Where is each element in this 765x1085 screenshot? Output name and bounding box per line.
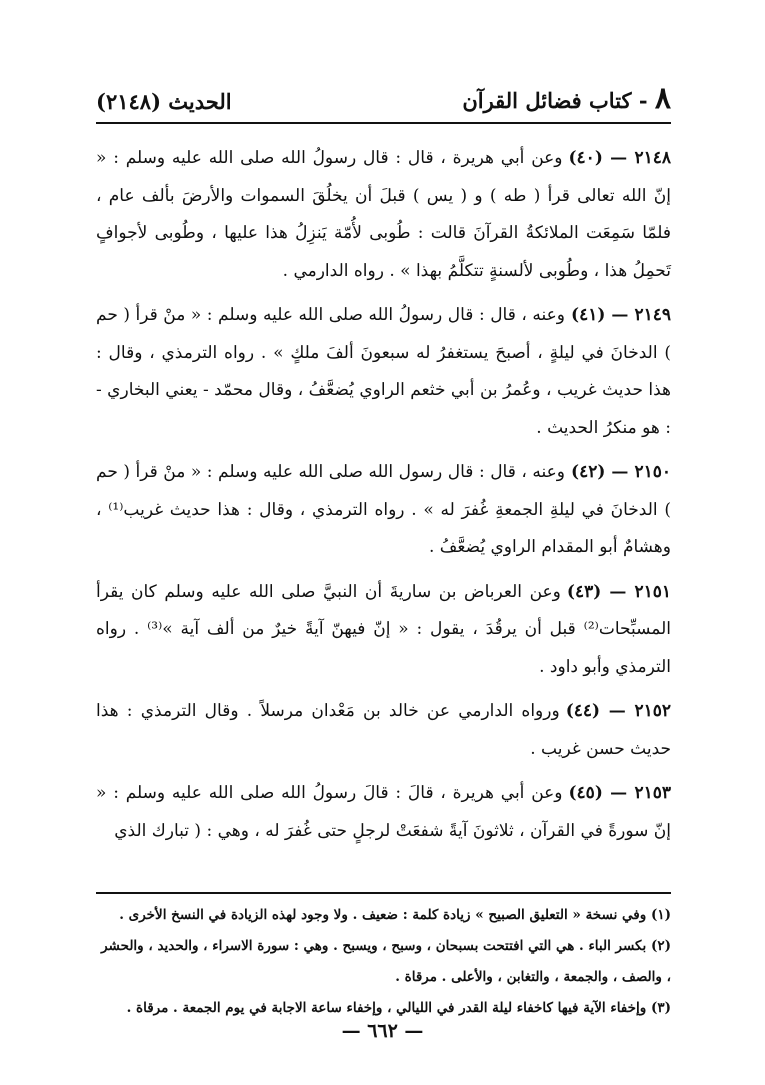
footnote-1: (١) وفي نسخة « التعليق الصبيح » زيادة كلمة : ضعيف . ولا وجود لهذه الزيادة في النسخ الأخرى . [119,907,671,923]
hadith-2149 [96,297,671,447]
footnotes [96,900,671,1024]
hadith-2151 [96,574,671,687]
hadith-text: ورواه الدارمي عن خالد بن مَعْدان مرسلاً . وقال الترمذي : هذا حديث حسن غريب . [96,701,671,759]
header-divider [96,122,671,124]
hadith-number: ٢١٤٨ — (٤٠) [568,148,671,168]
chapter-title: - كتاب فضائل القرآن [462,88,648,113]
footnote-2: (٢) بكسر الباء . هي التي افتتحت بسبحان ، وسبح ، ويسبح . وهي : سورة الاسراء ، والحديد ، والحشر ، والصف ، والجمعة ، والتغابن ، والأعلى . مرقاة . [101,938,671,985]
hadith-number: ٢١٥٣ — (٤٥) [568,783,671,803]
chapter-heading [462,81,671,116]
hadith-2150 [96,454,671,567]
hadith-number: ٢١٥٠ — (٤٢) [571,462,671,482]
hadith-reference: الحديث (٢١٤٨) [96,89,232,114]
hadith-number: ٢١٥١ — (٤٣) [566,581,671,602]
chapter-number: ٨ [654,81,671,116]
hadith-text: وعنه ، قال : قال رسولُ الله صلى الله عليه وسلم : « منْ قرأ ( حم ) الدخانَ في ليلةٍ ، أصبحَ يستغفرُ له سبعونَ ألفَ ملكٍ » . رواه الترمذي ، وقال : هذا حديث غريب ، وعُمرُ بن أبي خثعم الراوي يُضعَّفُ ، وقال محمّد - يعني البخاري - : هو منكرُ الحديث . [96,305,671,438]
hadith-2153 [96,775,671,850]
hadith-text: وعن أبي هريرة ، قالَ : قالَ رسولُ الله صلى الله عليه وسلم : « إنّ سورةً في القرآن ، ثلاثونَ آيةً شفعَتْ لرجلٍ حتى غُفرَ له ، وهي : ( تبارك الذي [96,783,671,841]
footnote-3: (٣) وإخفاء الآية فيها كاخفاء ليلة القدر في الليالي ، وإخفاء ساعة الاجابة في يوم الجمعة . مرقاة . [126,1000,671,1016]
hadith-2148 [96,140,671,290]
page-header [96,81,671,116]
hadith-text: وعن أبي هريرة ، قال : قال رسولُ الله صلى الله عليه وسلم : « إنّ الله تعالى قرأ ( طه ) و ( يس ) قبلَ أن يخلُقَ السموات والأرضَ بألف عام ، فلمّا سَمِعَت الملائكةُ القرآنَ قالت : طُوبى لأُمّة يَنزِلُ هذا عليها ، وطُوبى لأجوافٍ تَحمِلُ هذا ، وطُوبى لألسنةٍ تتكلَّمُ بهذا » . رواه الدارمي . [96,148,671,281]
hadith-number: ٢١٤٩ — (٤١) [571,305,671,325]
hadith-text: وعنه ، قال : قال رسول الله صلى الله عليه وسلم : « منْ قرأ ( حم ) الدخانَ في ليلةِ الجمعةِ غُفرَ له » . رواه الترمذي ، وقال : هذا حديث غريب⁽¹⁾ ، وهشامٌ أبو المقدام الراوي يُضعَّفُ . [96,462,671,557]
footnote-divider [96,892,671,894]
hadith-2152 [96,693,671,768]
hadith-list [96,140,671,857]
page-number: — ٦٦٢ — [341,1020,424,1042]
hadith-text: وعن العرباض بن ساريةَ أن النبيَّ صلى الله عليه وسلم كان يقرأ المسبِّحات⁽²⁾ قبل أن يرقُدَ ، يقول : « إنّ فيهنّ آيةً خيرٌ من ألف آية »⁽³⁾ . رواه الترمذي وأبو داود . [96,581,672,677]
hadith-number: ٢١٥٢ — (٤٤) [565,701,671,721]
